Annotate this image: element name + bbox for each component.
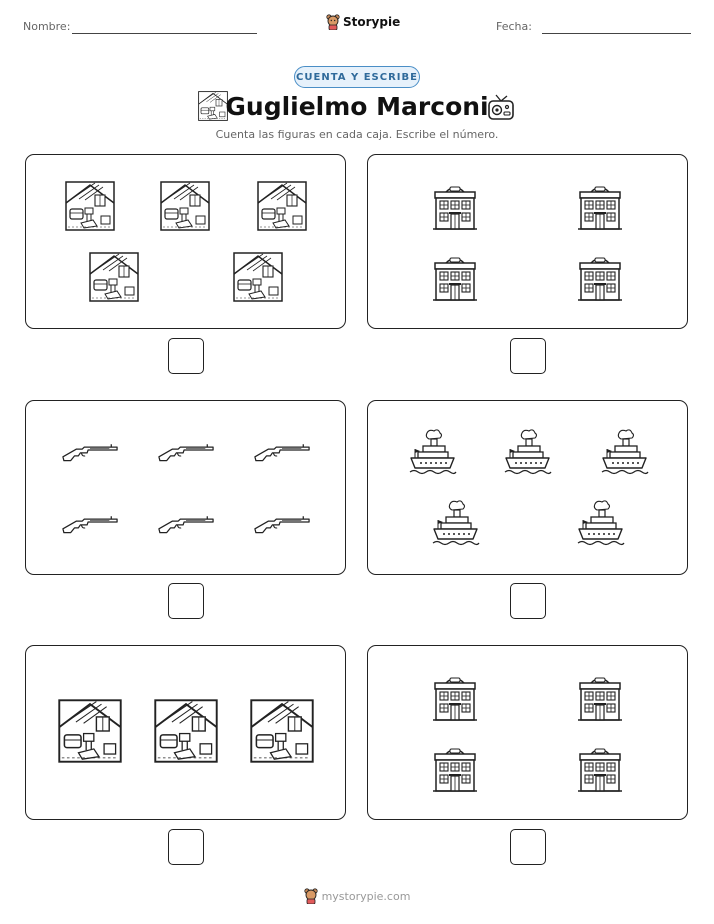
steamship-icon: [430, 498, 480, 548]
building-icon: [430, 672, 480, 722]
activity-badge: CUENTA Y ESCRIBE: [294, 66, 420, 88]
rifle-icon: [157, 511, 215, 535]
building-icon: [575, 672, 625, 722]
rifle-icon: [253, 511, 311, 535]
building-icon: [575, 181, 625, 231]
date-field[interactable]: [542, 33, 691, 34]
page-title: Guglielmo Marconi: [225, 92, 489, 121]
count-box-3: [25, 400, 346, 575]
bear-logo-icon: [326, 14, 340, 30]
answer-box-1[interactable]: [168, 338, 204, 374]
date-label: Fecha:: [496, 20, 532, 33]
brand-name: Storypie: [343, 15, 401, 29]
attic-icon: [154, 699, 218, 763]
building-icon: [430, 252, 480, 302]
footer-url: mystorypie.com: [321, 889, 411, 903]
answer-box-5[interactable]: [168, 829, 204, 865]
attic-icon: [89, 252, 139, 302]
rifle-icon: [253, 439, 311, 463]
name-field[interactable]: [72, 33, 257, 34]
answer-box-4[interactable]: [510, 583, 546, 619]
bear-logo-icon: [304, 888, 318, 904]
answer-box-6[interactable]: [510, 829, 546, 865]
brand-logo: [326, 14, 400, 30]
rifle-icon: [157, 439, 215, 463]
building-icon: [430, 743, 480, 793]
rifle-icon: [61, 511, 119, 535]
count-box-4: [367, 400, 688, 575]
instructions: Cuenta las figuras en cada caja. Escribe el número.: [215, 128, 499, 141]
building-icon: [575, 743, 625, 793]
footer: [0, 888, 714, 904]
attic-icon: [65, 181, 115, 231]
steamship-icon: [599, 427, 649, 477]
rifle-icon: [61, 439, 119, 463]
attic-icon: [257, 181, 307, 231]
steamship-icon: [407, 427, 457, 477]
count-box-5: [25, 645, 346, 820]
name-label: Nombre:: [23, 20, 71, 33]
steamship-icon: [575, 498, 625, 548]
attic-icon: [160, 181, 210, 231]
count-box-2: [367, 154, 688, 329]
attic-icon: [250, 699, 314, 763]
attic-icon: [233, 252, 283, 302]
building-icon: [430, 181, 480, 231]
steamship-icon: [502, 427, 552, 477]
count-box-6: [367, 645, 688, 820]
radio-icon: [486, 93, 516, 127]
building-icon: [575, 252, 625, 302]
attic-icon: [58, 699, 122, 763]
answer-box-2[interactable]: [510, 338, 546, 374]
count-box-1: [25, 154, 346, 329]
answer-box-3[interactable]: [168, 583, 204, 619]
